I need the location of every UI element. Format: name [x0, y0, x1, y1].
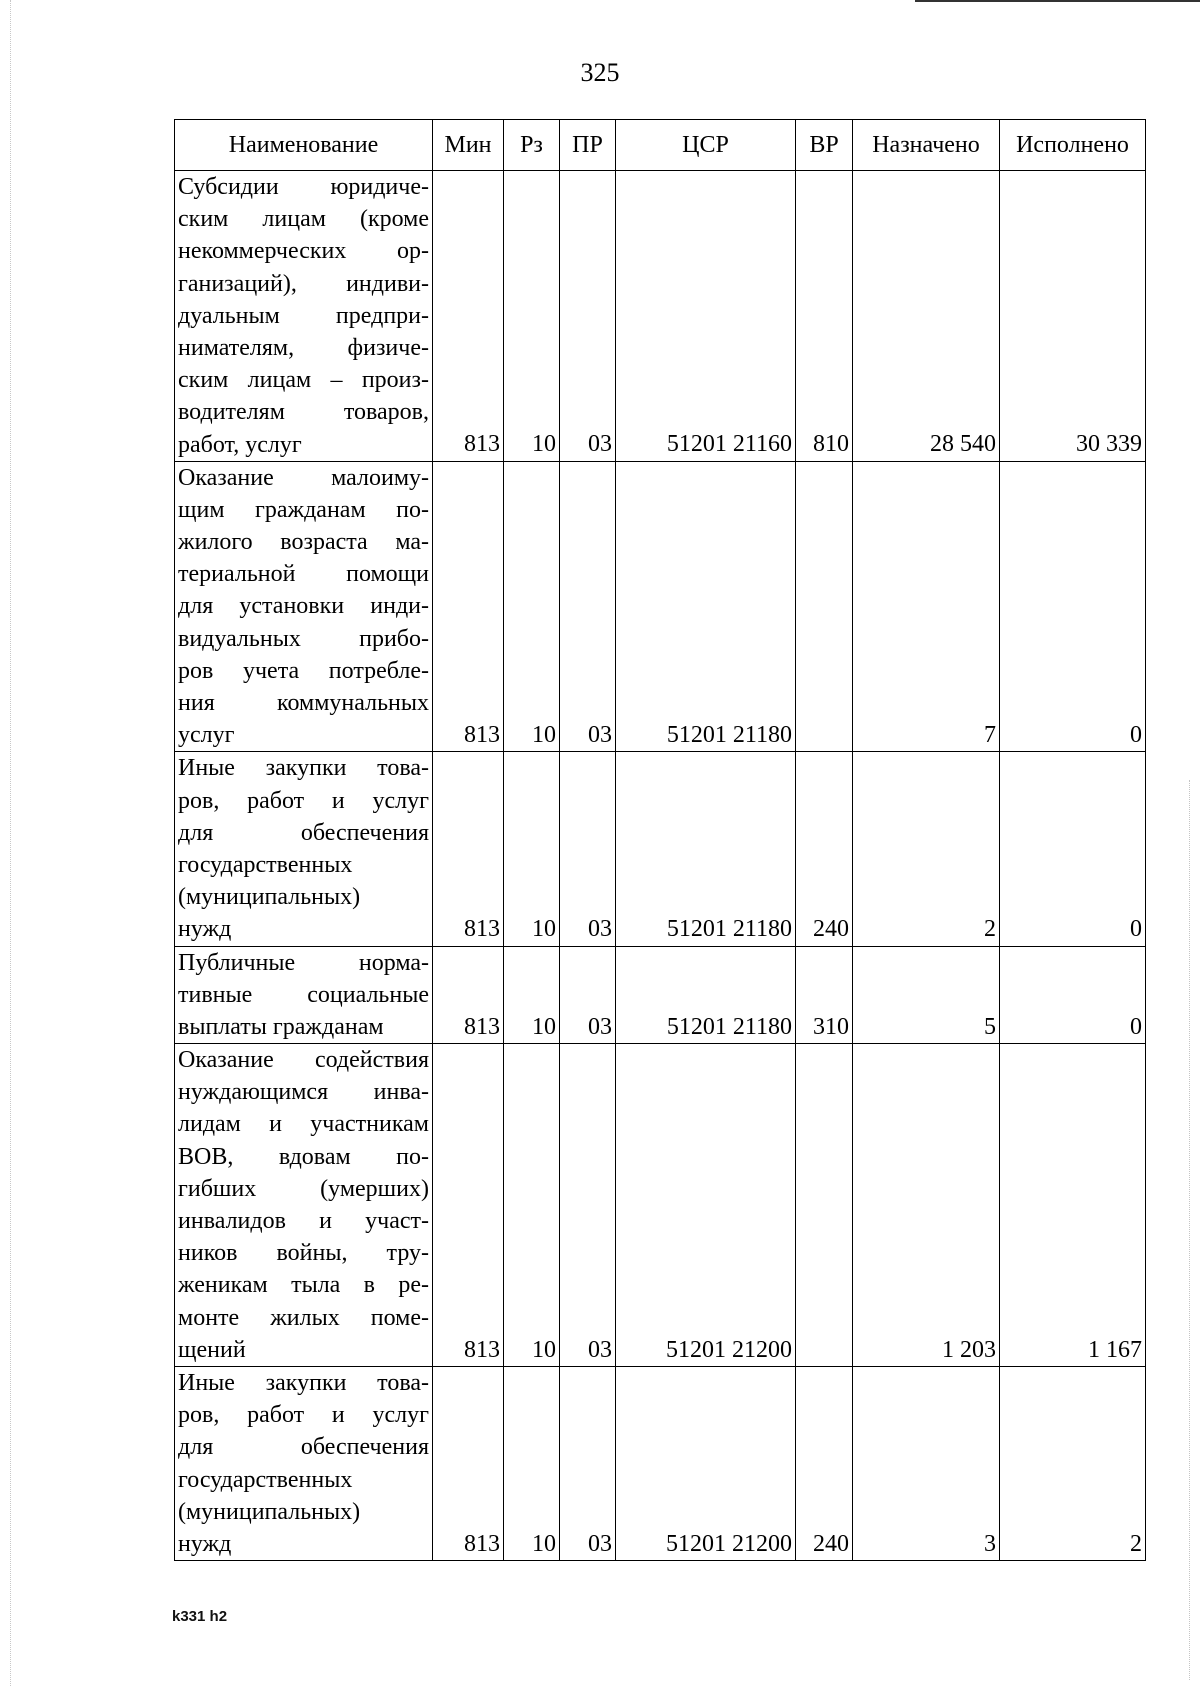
row-name-line: ников войны, тру- — [178, 1240, 429, 1267]
header-pr: ПР — [560, 120, 616, 171]
row-executed: 0 — [1000, 461, 1146, 752]
row-assigned: 2 — [853, 752, 1000, 946]
row-name-line: для обеспечения — [178, 819, 429, 846]
row-name-line: нуждающимся инва- — [178, 1079, 429, 1106]
table-row — [175, 946, 1146, 1044]
row-min: 813 — [433, 752, 504, 946]
row-name-line: гибших (умерших) — [178, 1175, 429, 1202]
row-executed: 0 — [1000, 946, 1146, 1044]
row-name — [175, 752, 433, 946]
row-name-line: нимателям, физиче- — [178, 334, 429, 361]
row-rz: 10 — [504, 171, 560, 462]
footer-code: k331 h2 — [172, 1608, 228, 1625]
table-row — [175, 1044, 1146, 1367]
row-pr: 03 — [560, 171, 616, 462]
row-name-line: тивные социальные — [178, 981, 429, 1008]
row-csr: 51201 21180 — [616, 752, 796, 946]
row-vr: 240 — [796, 1366, 853, 1560]
row-name-line: жилого возраста ма- — [178, 529, 429, 556]
row-rz: 10 — [504, 1044, 560, 1367]
row-executed: 30 339 — [1000, 171, 1146, 462]
row-name-line: (муниципальных) — [178, 1498, 361, 1525]
row-name-line: Иные закупки това- — [178, 755, 429, 782]
budget-table — [174, 119, 1146, 1561]
row-assigned: 3 — [853, 1366, 1000, 1560]
header-vr: ВР — [796, 120, 853, 171]
row-assigned: 7 — [853, 461, 1000, 752]
top-rule — [915, 0, 1200, 2]
row-rz: 10 — [504, 752, 560, 946]
row-pr: 03 — [560, 1044, 616, 1367]
row-name — [175, 1366, 433, 1560]
row-name — [175, 171, 433, 462]
row-min: 813 — [433, 1366, 504, 1560]
row-name-line: водителям товаров, — [178, 399, 429, 426]
row-name-line: для установки инди- — [178, 593, 429, 620]
header-name: Наименование — [175, 120, 433, 171]
scan-edge-right — [1189, 780, 1190, 1680]
header-rz: Рз — [504, 120, 560, 171]
row-min: 813 — [433, 461, 504, 752]
row-assigned: 1 203 — [853, 1044, 1000, 1367]
row-name-line: выплаты гражданам — [178, 1013, 384, 1040]
row-name-line: ров, работ и услуг — [178, 787, 429, 814]
row-name-line: Публичные норма- — [178, 949, 429, 976]
row-name-line: нужд — [178, 916, 232, 943]
table-row — [175, 752, 1146, 946]
header-csr: ЦСР — [616, 120, 796, 171]
row-name — [175, 946, 433, 1044]
row-name-line: государственных — [178, 1466, 353, 1493]
table-row — [175, 1366, 1146, 1560]
row-name-line: дуальным предпри- — [178, 302, 429, 329]
row-name-line: ВОВ, вдовам по- — [178, 1143, 429, 1170]
row-pr: 03 — [560, 752, 616, 946]
header-min: Мин — [433, 120, 504, 171]
table-row — [175, 461, 1146, 752]
row-pr: 03 — [560, 946, 616, 1044]
row-name-line: нужд — [178, 1530, 232, 1557]
row-name-line: ганизаций), индиви- — [178, 270, 429, 297]
row-name-line: ров учета потребле- — [178, 657, 429, 684]
row-name-line: ским лицам – произ- — [178, 367, 429, 394]
row-name-line: (муниципальных) — [178, 884, 361, 911]
row-rz: 10 — [504, 461, 560, 752]
row-name-line: лидам и участникам — [178, 1111, 429, 1138]
table-row — [175, 171, 1146, 462]
row-executed: 0 — [1000, 752, 1146, 946]
row-csr: 51201 21160 — [616, 171, 796, 462]
row-executed: 1 167 — [1000, 1044, 1146, 1367]
row-name-line: женикам тыла в ре- — [178, 1272, 429, 1299]
row-min: 813 — [433, 946, 504, 1044]
row-min: 813 — [433, 171, 504, 462]
row-csr: 51201 21200 — [616, 1366, 796, 1560]
row-name-line: ния коммунальных — [178, 690, 429, 716]
row-name — [175, 461, 433, 752]
page-number: 325 — [580, 58, 620, 87]
row-assigned: 5 — [853, 946, 1000, 1044]
row-name-line: ров, работ и услуг — [178, 1402, 429, 1429]
row-name — [175, 1044, 433, 1367]
row-name-line: Субсидии юридиче- — [178, 174, 429, 200]
header-assigned: Назначено — [853, 120, 1000, 171]
row-rz: 10 — [504, 1366, 560, 1560]
table-body — [175, 171, 1146, 1561]
row-min: 813 — [433, 1044, 504, 1367]
row-executed: 2 — [1000, 1366, 1146, 1560]
row-csr: 51201 21180 — [616, 946, 796, 1044]
row-name-line: услуг — [178, 722, 235, 749]
row-name-line: териальной помощи — [178, 561, 429, 588]
row-name-line: щений — [178, 1336, 246, 1363]
scan-edge-left — [10, 0, 11, 1686]
row-name-line: инвалидов и участ- — [178, 1208, 429, 1234]
row-name-line: ским лицам (кроме — [178, 206, 429, 233]
row-vr: 310 — [796, 946, 853, 1044]
row-name-line: работ, услуг — [178, 431, 302, 458]
row-vr: 240 — [796, 752, 853, 946]
row-name-line: для обеспечения — [178, 1434, 429, 1461]
row-pr: 03 — [560, 461, 616, 752]
row-name-line: Иные закупки това- — [178, 1369, 429, 1396]
row-vr — [796, 461, 853, 752]
row-assigned: 28 540 — [853, 171, 1000, 462]
row-rz: 10 — [504, 946, 560, 1044]
row-name-line: Оказание содействия — [178, 1047, 429, 1074]
row-csr: 51201 21180 — [616, 461, 796, 752]
row-name-line: государственных — [178, 851, 353, 878]
row-name-line: видуальных прибо- — [178, 625, 429, 652]
row-name-line: щим гражданам по- — [178, 496, 429, 523]
row-name-line: некоммерческих ор- — [178, 238, 429, 265]
table-header-row — [175, 120, 1146, 171]
row-vr: 810 — [796, 171, 853, 462]
row-csr: 51201 21200 — [616, 1044, 796, 1367]
row-name-line: Оказание малоиму- — [178, 464, 429, 491]
header-executed: Исполнено — [1000, 120, 1146, 171]
row-vr — [796, 1044, 853, 1367]
row-pr: 03 — [560, 1366, 616, 1560]
row-name-line: монте жилых поме- — [178, 1304, 429, 1331]
